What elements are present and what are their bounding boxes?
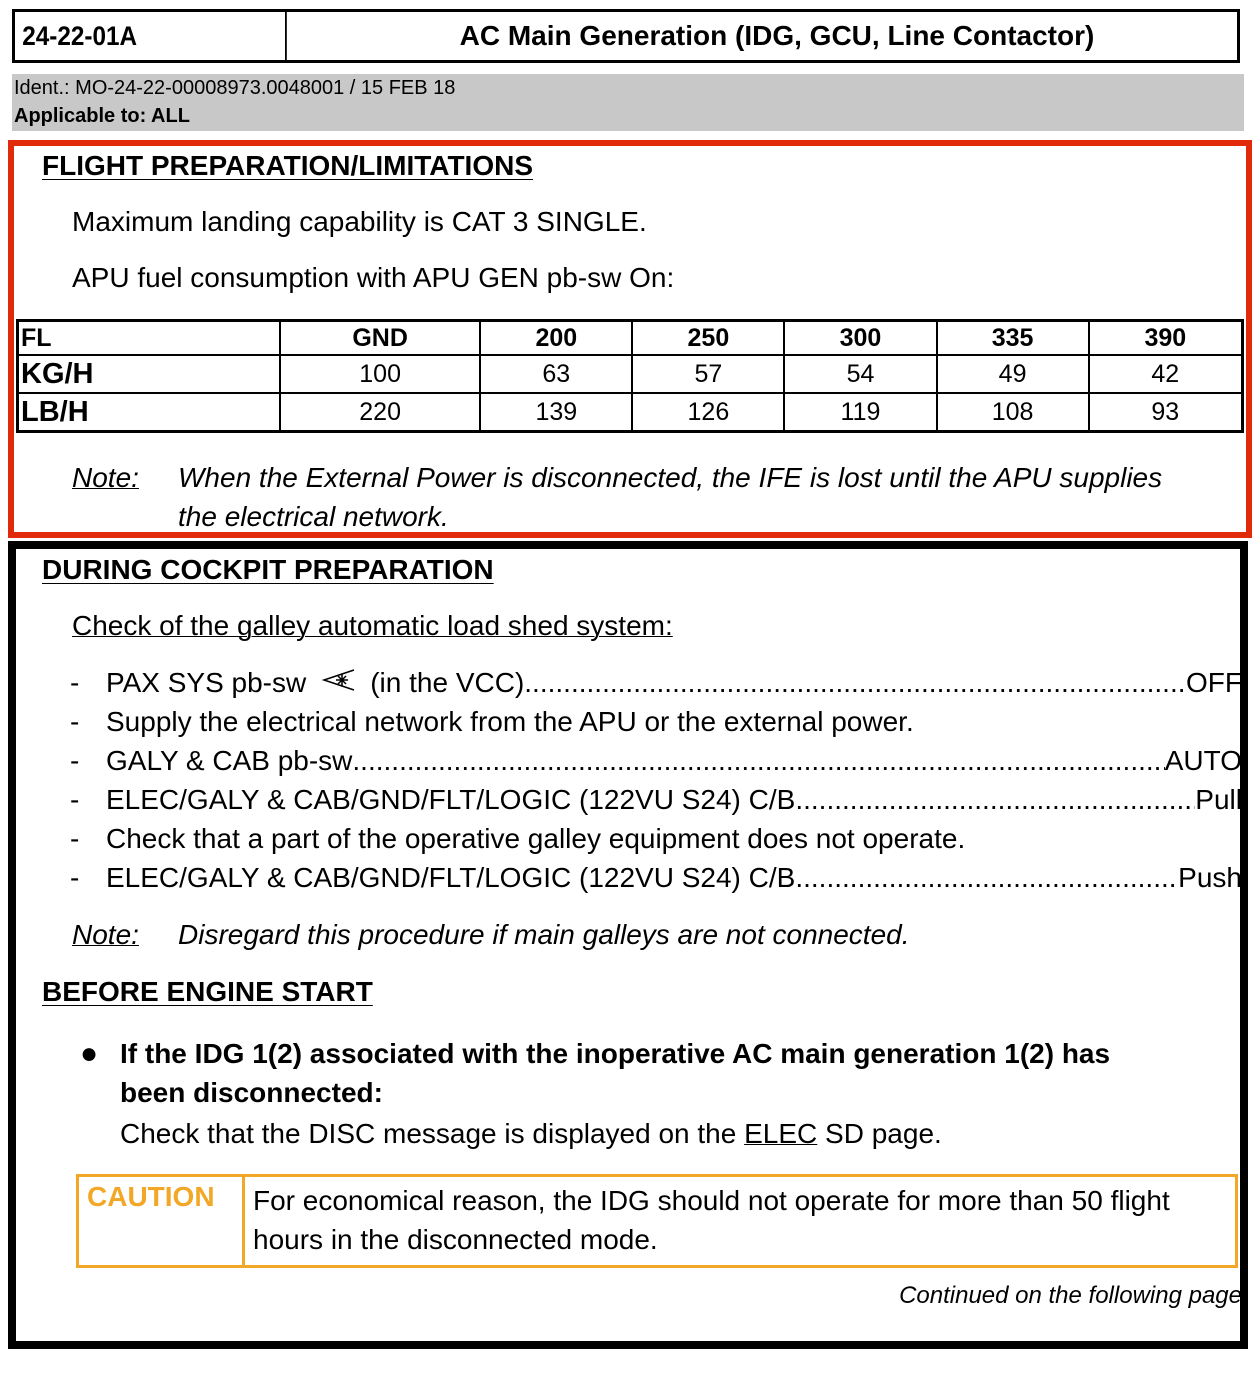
step-pax-sys [70, 667, 1242, 700]
table-cell: 108 [937, 393, 1089, 432]
step-value: Pull [1195, 784, 1242, 815]
note-label: Note: [72, 919, 139, 950]
page-header [12, 9, 1240, 63]
table-cell: 54 [784, 355, 936, 393]
page-title: AC Main Generation (IDG, GCU, Line Contactor) [459, 20, 1095, 51]
section-code: 24-22-01A [15, 12, 287, 60]
step-text: GALY & CAB pb-sw [106, 745, 353, 776]
table-header-cell: 250 [632, 321, 784, 356]
elec-page-link[interactable]: ELEC [744, 1118, 818, 1149]
step-value: OFF [1186, 667, 1242, 698]
dash: - [70, 823, 80, 854]
step-text: ELEC/GALY & CAB/GND/FLT/LOGIC (122VU S24) C/B [106, 862, 796, 893]
table-header-cell: FL [18, 321, 281, 356]
caution-box [76, 1174, 1238, 1268]
table-cell: 49 [937, 355, 1089, 393]
table-cell: 42 [1089, 355, 1243, 393]
applicability-line: Applicable to: ALL [14, 105, 190, 127]
bullet-icon: ● [80, 1037, 99, 1070]
table-header-cell: 335 [937, 321, 1089, 356]
step-galy-cab [70, 745, 1242, 777]
step-text: Supply the electrical network from the APU or the external power. [106, 706, 914, 737]
step-text: Check that a part of the operative galley equipment does not operate. [106, 823, 966, 854]
table-cell: 139 [480, 393, 632, 432]
continued-note: Continued on the following page [899, 1282, 1242, 1309]
table-cell: 57 [632, 355, 784, 393]
apu-fuel-text: APU fuel consumption with APU GEN pb-sw On: [72, 262, 675, 293]
check-text: SD page. [817, 1118, 942, 1149]
step-location: (in the VCC) [370, 667, 525, 698]
table-cell: 126 [632, 393, 784, 432]
note-label: Note: [72, 462, 139, 493]
table-row [18, 393, 1243, 432]
check-text: Check that the DISC message is displayed on the [120, 1118, 745, 1149]
note-text: When the External Power is disconnected, the IFE is lost until the APU supplies the electrical network. [178, 462, 1163, 532]
leader-dots [795, 784, 1195, 816]
table-row-label: KG/H [18, 355, 281, 393]
dash: - [70, 862, 80, 893]
dash: - [70, 784, 80, 815]
disc-check-text [120, 1118, 942, 1150]
caution-label: CAUTION [79, 1177, 245, 1265]
table-cell: 119 [784, 393, 936, 432]
table-header-cell: 200 [480, 321, 632, 356]
dash: - [70, 706, 80, 737]
section-title-cockpit-prep: DURING COCKPIT PREPARATION [42, 554, 494, 585]
ident-bar [12, 74, 1244, 131]
idg-condition [80, 1034, 1180, 1112]
step-check-galley [70, 823, 1242, 855]
dash: - [70, 667, 80, 698]
ife-note [72, 458, 1182, 536]
table-row [18, 355, 1243, 393]
table-cell: 100 [280, 355, 480, 393]
condition-text: If the IDG 1(2) associated with the inoperative AC main generation 1(2) has been disconnected: [120, 1038, 1111, 1108]
load-shed-check-title: Check of the galley automatic load shed system: [72, 610, 673, 641]
table-row-label: LB/H [18, 393, 281, 432]
apu-fuel-table [16, 319, 1244, 433]
leader-dots [352, 745, 1164, 777]
section-title-flight-prep: FLIGHT PREPARATION/LIMITATIONS [42, 150, 533, 181]
reset-cb-icon [320, 667, 356, 700]
step-value: AUTO [1164, 745, 1242, 776]
section-title-before-start: BEFORE ENGINE START [42, 976, 373, 1007]
table-cell: 220 [280, 393, 480, 432]
step-text: ELEC/GALY & CAB/GND/FLT/LOGIC (122VU S24) C/B [106, 784, 796, 815]
galley-note [72, 919, 910, 951]
table-header-row [18, 321, 1243, 356]
leader-dots [524, 667, 1186, 700]
table-cell: 63 [480, 355, 632, 393]
caution-text: For economical reason, the IDG should not operate for more than 50 flight hours in the disconnected mode. [253, 1185, 1170, 1255]
landing-capability-text: Maximum landing capability is CAT 3 SINGLE. [72, 206, 647, 237]
step-value: Push [1178, 862, 1242, 893]
table-header-cell: 390 [1089, 321, 1243, 356]
step-cb-push [70, 862, 1242, 894]
table-cell: 93 [1089, 393, 1243, 432]
step-cb-pull [70, 784, 1242, 816]
table-header-cell: GND [280, 321, 480, 356]
ident-line: Ident.: MO-24-22-00008973.0048001 / 15 FEB 18 [14, 77, 456, 99]
note-text: Disregard this procedure if main galleys are not connected. [178, 919, 910, 950]
table-header-cell: 300 [784, 321, 936, 356]
step-text: PAX SYS pb-sw [106, 667, 307, 698]
leader-dots [795, 862, 1178, 894]
dash: - [70, 745, 80, 776]
step-supply-network [70, 706, 1242, 738]
